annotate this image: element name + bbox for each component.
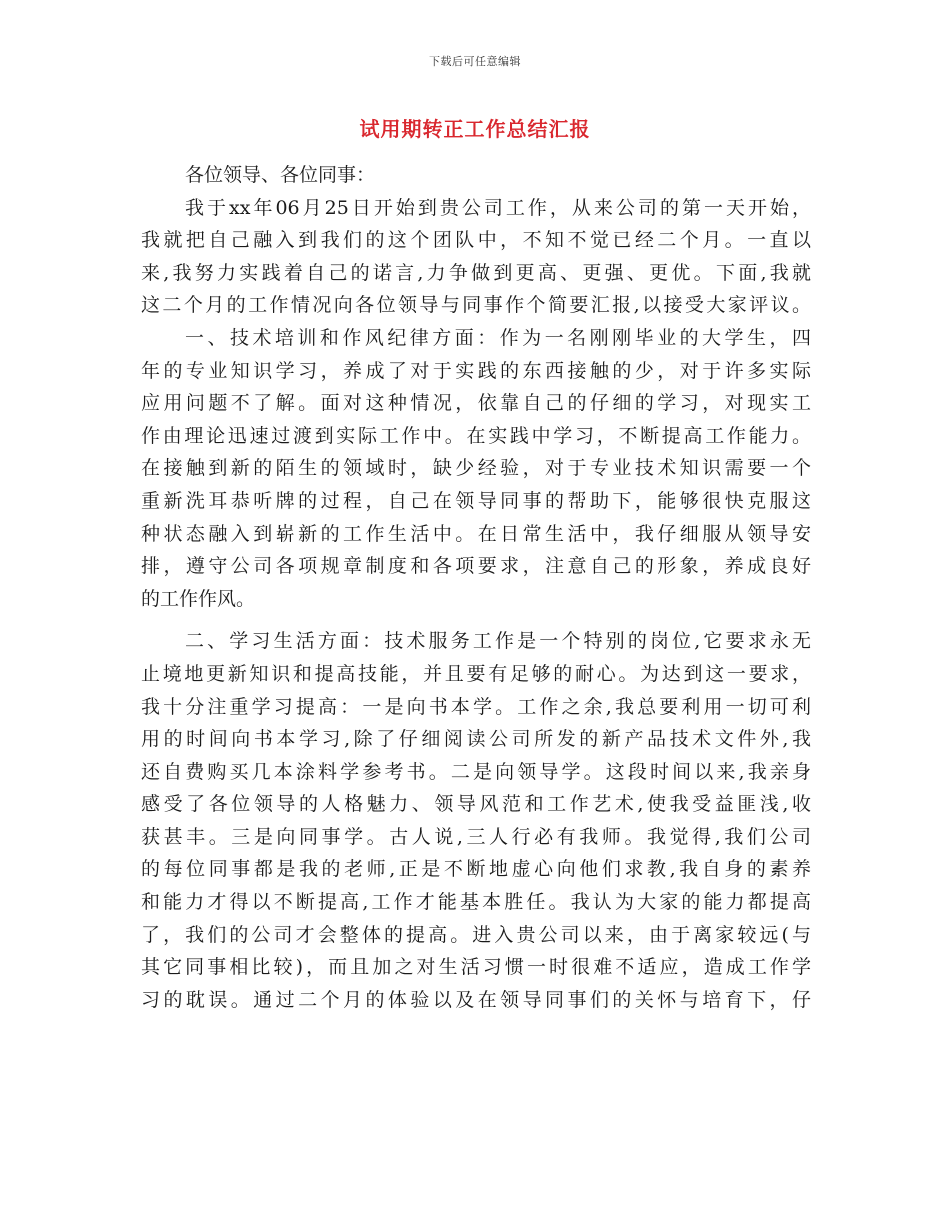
body-line: 我就把自己融入到我们的这个团队中，不知不觉已经二个月。一直以 <box>141 229 811 252</box>
body-line: 其它同事相比较)，而且加之对生活习惯一时很难不适应，造成工作学 <box>141 956 811 979</box>
body-line: 年的专业知识学习，养成了对于实践的东西接触的少，对于许多实际 <box>141 359 811 382</box>
body-line: 我于xx年06月25日开始到贵公司工作，从来公司的第一天开始， <box>185 196 811 219</box>
body-line: 来,我努力实践着自己的诺言,力争做到更高、更强、更优。下面,我就 <box>141 261 811 284</box>
body-line: 应用问题不了解。面对这种情况，依靠自己的仔细的学习，对现实工 <box>141 392 811 415</box>
body-line: 了，我们的公司才会整体的提高。进入贵公司以来，由于离家较远(与 <box>141 923 811 946</box>
body-line: 排，遵守公司各项规章制度和各项要求，注意自己的形象，养成良好 <box>141 555 811 578</box>
paragraph-gap <box>141 615 811 625</box>
body-line: 感受了各位领导的人格魅力、领导风范和工作艺术,使我受益匪浅,收 <box>141 793 811 816</box>
body-line: 一、技术培训和作风纪律方面：作为一名刚刚毕业的大学生，四 <box>185 326 811 349</box>
body-line: 重新洗耳恭听牌的过程，自己在领导同事的帮助下，能够很快克服这 <box>141 489 811 512</box>
body-line: 在接触到新的陌生的领域时，缺少经验，对于专业技术知识需要一个 <box>141 457 811 480</box>
body-line: 获甚丰。三是向同事学。古人说,三人行必有我师。我觉得,我们公司 <box>141 825 811 848</box>
body-line: 二、学习生活方面：技术服务工作是一个特别的岗位,它要求永无 <box>185 630 811 653</box>
body-line: 习的耽误。通过二个月的体验以及在领导同事们的关怀与培育下，仔 <box>141 988 811 1011</box>
body-line: 用的时间向书本学习,除了仔细阅读公司所发的新产品技术文件外,我 <box>141 728 811 751</box>
body-line: 这二个月的工作情况向各位领导与同事作个简要汇报,以接受大家评议。 <box>141 294 811 317</box>
salutation-line: 各位领导、各位同事： <box>185 164 376 186</box>
header-note: 下载后可任意编辑 <box>429 55 521 68</box>
body-line: 止境地更新知识和提高技能，并且要有足够的耐心。为达到这一要求， <box>141 662 811 685</box>
body-line: 我十分注重学习提高：一是向书本学。工作之余,我总要利用一切可利 <box>141 695 811 718</box>
body-line: 还自费购买几本涂料学参考书。二是向领导学。这段时间以来,我亲身 <box>141 760 811 783</box>
body-line: 种状态融入到崭新的工作生活中。在日常生活中，我仔细服从领导安 <box>141 522 811 545</box>
document-body <box>141 159 811 1016</box>
body-line: 和能力才得以不断提高,工作才能基本胜任。我认为大家的能力都提高 <box>141 891 811 914</box>
document-title: 试用期转正工作总结汇报 <box>359 117 591 141</box>
body-line: 的工作作风。 <box>141 587 256 610</box>
body-line: 作由理论迅速过渡到实际工作中。在实践中学习，不断提高工作能力。 <box>141 424 811 447</box>
body-line: 的每位同事都是我的老师,正是不断地虚心向他们求教,我自身的素养 <box>141 858 811 881</box>
